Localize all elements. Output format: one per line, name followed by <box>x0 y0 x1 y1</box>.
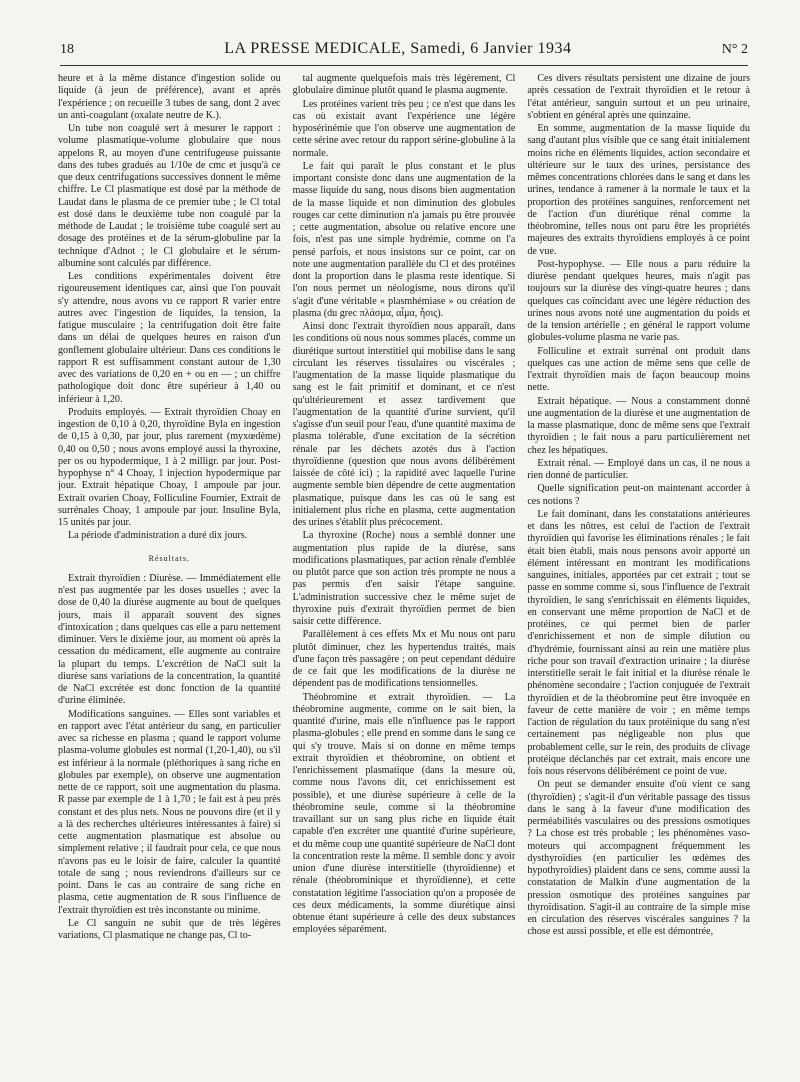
paragraph: La thyroxine (Roche) nous a semblé donner une augmentation plus rapide de la diurèse, sans modifications plasmatiques, par action rénale d'emblée ou plutôt parce que son action très prompte ne nous a pas permis d'en saisir l'étape sanguine. L'administration successive chez le même sujet de thyroxine puis d'extrait thyroïdien permet de bien saisir cette différence. <box>292 530 516 627</box>
header-rule <box>60 65 748 66</box>
column-2 <box>293 73 516 1064</box>
journal-title: LA PRESSE MEDICALE, Samedi, 6 Janvier 1934 <box>224 40 572 57</box>
paragraph: Le fait qui paraît le plus constant et le plus important consiste donc dans une augmentation de la masse liquide du sang, nous disons bien augmentation de la masse liquide et non diminution des globules rouges car cette diminution n'a jamais pu être prouvée ; cette augmentation, absolue ou relative encore une fois, n'est pas une simple hydrémie, comme on l'a pensé parfois, et nous insistons sur ce point, car on note une augmentation parallèle du Cl et des protéines dont la proportion dans le plasma reste identique. Si l'on nous permet un néologisme, nous dirons qu'il s'agit d'une véritable « plasmhémiase » ou création de plasma (du grec πλάσμα, αἷμα, ἧσις). <box>292 160 516 319</box>
paragraph: Les conditions expérimentales doivent être rigoureusement identiques car, ainsi que l'on pouvait s'y attendre, nous avons vu ce rapport R varier entre autres avec l'ingestion de liquides, la tension, la fatigue musculaire ; la centrifugation doit être faite dans un délai de quelques heures en raison d'un gonflement globulaire ultérieur. Dans ces conditions le rapport R est suffisamment constant autour de 1,30 avec des variations de 0,20 en + ou en — ; un chiffre pathologique doit donc être supérieur à 1,40 ou inférieur à 1,20. <box>58 271 281 405</box>
paragraph: Extrait rénal. — Employé dans un cas, il ne nous a rien donné de particulier. <box>527 457 750 481</box>
paragraph: Un tube non coagulé sert à mesurer le rapport : volume plasmatique-volume globulaire que nous appelons R, au moyen d'une centrifugeuse puissante dans des tubes gradués au 1/10e de cmc et jusqu'à ce que deux centrifugations successives donnent le même chiffre. Le Cl plasmatique est dosé par la méthode de Laudat dans le plasma de ce premier tube ; le Cl total est dosé dans le deuxième tube non coagulé par la méthode de Laudat ; le troisième tube coagulé sert au dosage des protéines et de la sérum-globuline par la technique d'Adnot ; le Cl globulaire et le sérum-albumine sont calculés par différence. <box>58 123 281 269</box>
column-1 <box>58 73 281 1064</box>
section-heading: Résultats. <box>148 553 190 563</box>
paragraph: Le fait dominant, dans les constatations antérieures et dans les nôtres, est celui de l'action de l'extrait thyroïdien qui favorise les éliminations rénales ; le fait était bien établi, mais nous pensons avoir apporté un élément intéressant en montrant les modifications sanguines, initiales, apportées par cet extrait ; tout se passe en somme comme si, sous l'influence de l'extrait thyroïdien, le sang s'enrichissait en éléments liquides, en conservant une même proportion de NaCl et de protéines, ce qui permet bien de parler d'enrichissement et non de simple dilution ou d'hydrémie, fournissant ainsi au rein une matière plus riche pour son travail d'extraction urinaire ; la diurèse interstitielle serait le fait initial et la diurèse rénale le phénomène secondaire ; l'action conjuguée de l'extrait thyroïdien et de la théobromine peut être invoquée en faveur de cette manière de voir ; en même temps l'action de régulation du taux protéinique du sang n'est certainement pas négligeable non plus que probablement celle, sur le rein, des produits de clivage protéique déclanchés par cet extrait, mais encore une fois nous réservons délibérément ce point de vue. <box>527 508 750 777</box>
paragraph: Parallèlement à ces effets Mx et Mu nous ont paru plutôt diminuer, chez les hypertendus traités, mais d'une façon très passagère ; on peut cependant déduire de ce fait que les modifications de la diurèse ne dépendent pas de modifications tensionnelles. <box>292 629 516 690</box>
paragraph: Les protéines varient très peu ; ce n'est que dans les cas où existait avant l'expérience une légère hyposérinémie que l'on observe une augmentation de cette sérine avec retour du rapport sérine-globuline à la normale. <box>292 98 516 159</box>
issue-number: N° 2 <box>721 42 748 57</box>
paragraph: Extrait hépatique. — Nous a constamment donné une augmentation de la diurèse et une augmentation de la masse plasmatique, donc de même sens que l'extrait thyroïdien ; le fait nous a paru particulièrement net chez les hépatiques. <box>527 395 750 456</box>
column-3 <box>527 73 750 1064</box>
paragraph: Ainsi donc l'extrait thyroïdien nous apparaît, dans les conditions où nous nous sommes placés, comme un diurétique surtout interstitiel qui mobilise dans le sang circulant les réserves tissulaires ou viscérales ; l'augmentation de la masse liquide plasmatique du sang est le fait primitif et dominant, et ce n'est qu'ultérieurement et assez tardivement que l'augmentation de la quantité d'urine survient, qu'il s'agisse d'un seuil pour l'eau, d'une quantité maxima de plasma tolérable, d'une excitation de la sécrétion rénale par les déchets azotés dus à l'action thyroïdienne (question que nous avons délibérément laissée de côté ici) ; la rapidité avec laquelle l'urine augmente semble bien dépendre de cette augmentation plasmatique, puisque dans les cas où le sang est initialement plus riche en plasma, cette augmentation des urines s'établit plus précocement. <box>292 321 516 528</box>
paragraph: On peut se demander ensuite d'où vient ce sang (thyroïdien) ; s'agit-il d'un véritable passage des tissus dans le sang à la faveur d'une modification des perméabilités vasculaires ou des pressions osmotiques ? La chose est très probable ; les phénomènes vaso-moteurs qui accompagnent fréquemment les dysthyroïdies (en particulier les œdèmes des hypothyroïdies) plaident dans ce sens, comme aussi la constatation de Malkin d'une augmentation de la pression osmotique des protéines sanguines par thyroïdisation. S'agit-il au contraire de la simple mise en circulation des réserves viscérales sanguines ? la chose est aussi possible, et elle est démontrée, <box>527 779 750 938</box>
paragraph: Post-hypophyse. — Elle nous a paru réduire la diurèse pendant quelques heures, mais n'agit pas toujours sur la diurèse des vingt-quatre heures ; dans quelques cas coïncidant avec une légère réduction des urines nous avons noté une augmentation du poids et de la tension artérielle ; en général le rapport volume globules-volume plasma ne varie pas. <box>527 258 750 344</box>
paragraph: Le Cl sanguin ne subit que de très légères variations, Cl plasmatique ne change pas, Cl to- <box>58 917 281 941</box>
page-number: 18 <box>60 42 74 57</box>
paragraph: heure et à la même distance d'ingestion solide ou liquide (à jeun de préférence), avant et après l'expérience ; on recueille 3 tubes de sang, dont 2 avec un anti-coagulant (oxalate neutre de K.). <box>58 73 281 121</box>
paragraph: Théobromine et extrait thyroïdien. — La théobromine augmente, comme on le sait bien, la quantité d'urine, mais elle n'influence pas le rapport plasma-globules ; elle prend en somme dans le sang ce qui s'y trouve. Mais si on donne en même temps extrait thyroïdien et théobromine, on obtient et l'enrichissement plasmatique (dans la mesure où, comme nous l'avons dit, cet enrichissement est possible), et une diurèse supérieure à celle de la théobromine seule, comme si la théobromine travaillant sur un sang plus riche en liquide était capable d'en excréter une quantité d'urine supérieure, et du même coup une quantité supérieure de NaCl dont la concentration reste la même. Il semble donc y avoir union d'une diurèse interstitielle (thyroïdienne) et rénale (théobrominique et thyroïdienne), et cette constatation légitime l'association qu'on a proposée de ces deux médicaments, la somme diurétique ainsi obtenue étant supérieure à celle des deux substances employées séparément. <box>292 691 516 936</box>
article-body <box>58 73 750 1064</box>
running-header <box>60 40 748 64</box>
paragraph: tal augmente quelquefois mais très légèrement, Cl globulaire diminue plutôt quand le plasma augmente. <box>292 73 516 97</box>
paragraph: Extrait thyroïdien : Diurèse. — Immédiatement elle n'est pas augmentée par les doses usuelles ; avec la dose de 0,40 la diurèse augmente au bout de quelques jours, mais il apparaît souvent des signes d'intoxication ; dans quelques cas elle a paru nettement diminuer. Vers le dixième jour, au moment où après la cessation du médicament, elle augmente au contraire la plupart du temps. L'excrétion de NaCl suit la diurèse sans variations de la concentration, la quantité de NaCl excrétée est donc fonction de la quantité d'urine éliminée. <box>58 572 281 707</box>
paragraph: Quelle signification peut-on maintenant accorder à ces notions ? <box>527 483 750 507</box>
paragraph: Folliculine et extrait surrénal ont produit dans quelques cas une action de même sens que celle de l'extrait thyroïdien mais de façon beaucoup moins nette. <box>527 345 750 394</box>
paragraph: Ces divers résultats persistent une dizaine de jours après cessation de l'extrait thyroïdien et le retour à l'état antérieur, sanguin surtout et un peu urinaire, s'obtient en général après une quinzaine. <box>527 73 750 121</box>
paragraph: En somme, augmentation de la masse liquide du sang d'autant plus visible que ce sang était initialement moins riche en éléments liquides, action secondaire et ultérieure sur le taux des urines, persistance des mêmes concentrations chlorées dans le sang et dans les urines, tendance à ramener à la normale le taux et la proportion des protéines sanguines, renforcement net de l'action d'un diurétique rénal comme la théobromine, telles nous ont paru être les propriétés majeures des extraits thyroïdiens employés à ce point de vue. <box>527 123 750 257</box>
paragraph: La période d'administration a duré dix jours. <box>68 530 248 542</box>
paragraph: Modifications sanguines. — Elles sont variables et en rapport avec l'état antérieur du sang, en particulier avec sa richesse en plasma ; quand le rapport volume plasma-volume globules est normal (1,20-1,40), ou s'il est inférieur à la normale (pléthoriques à sang riche en globules par exemple), on observe une augmentation nette de ce rapport, soit une augmentation du plasma. R passe par exemple de 1 à 1,70 ; le fait est à peu près constant et des plus nets. Nous ne pouvons dire (et il y a là des recherches ultérieures intéressantes à faire) si cette augmentation plasmatique est absolue ou simplement relative ; il faudrait pour cela, ce que nous n'avons pas eu le loisir de faire, calculer la quantité totale de sang ; nous reviendrons d'ailleurs sur ce point. Dans le cas au contraire de sang riche en plasma, cette augmentation de R sous l'influence de l'extrait thyroïdien est très inconstante ou minime. <box>58 708 281 916</box>
paragraph: Produits employés. — Extrait thyroïdien Choay en ingestion de 0,10 à 0,20, thyroïdine Byla en ingestion de 0,15 à 0,30, par jour, plus rarement (myxœdème) 0,40 ou 0,50 ; nous avons employé aussi la thyroxine, per os ou hypodermique, 1 à 2 milligr. par jour. Post-hypophyse n° 4 Choay, 1 injection hypodermique par jour. Extrait hépatique Choay, 1 ampoule par jour. Extrait ovarien Choay, Folliculine Fournier, Extrait de surrénales Choay, 1 ampoule par jour. Insuline Byla, 15 unités par jour. <box>58 406 281 528</box>
